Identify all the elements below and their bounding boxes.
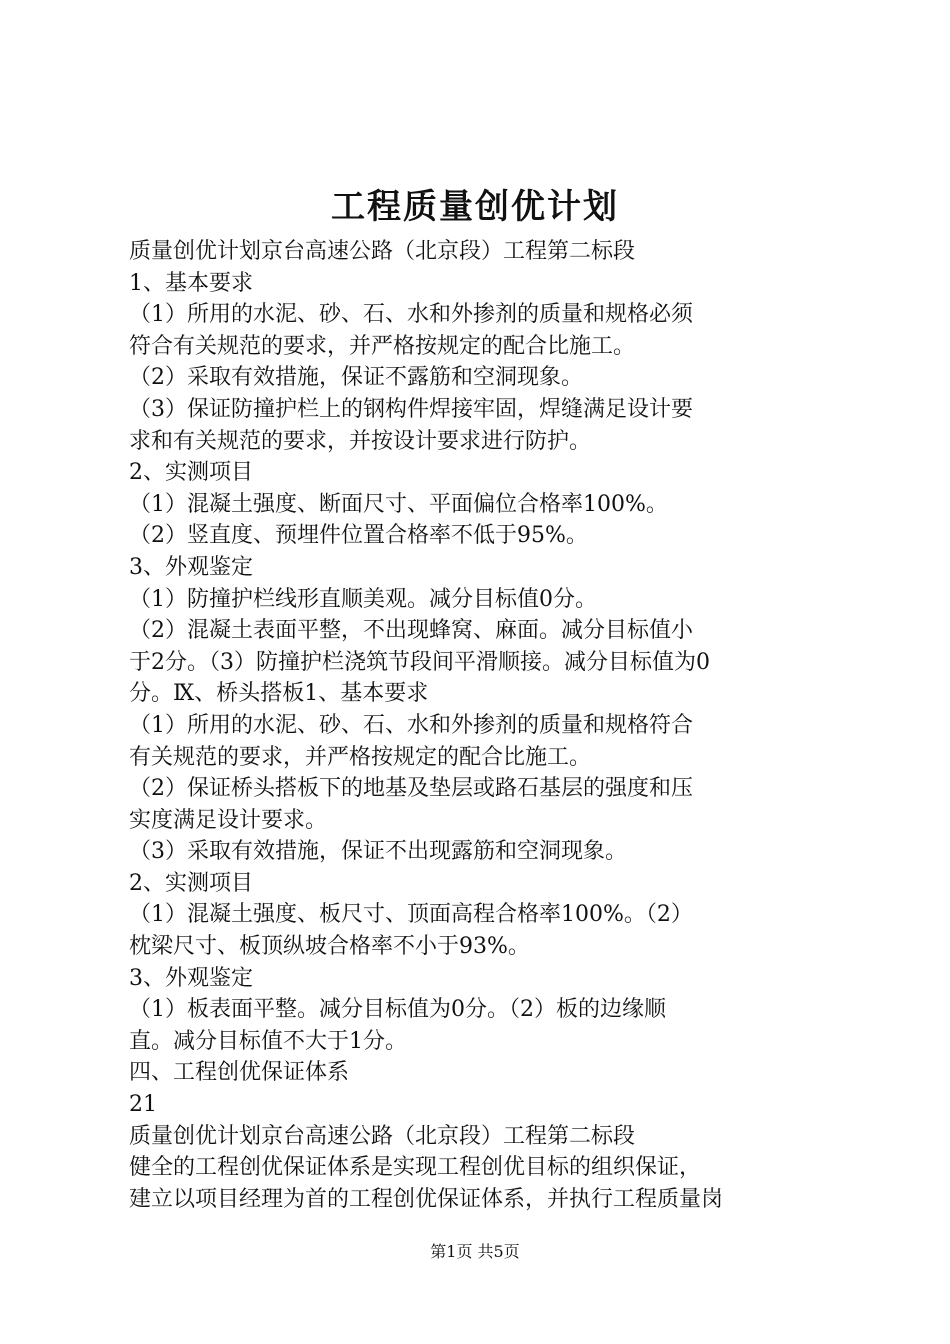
text-line: 1、基本要求 xyxy=(129,270,253,296)
text-line: 符合有关规范的要求，并严格按规定的配合比施工。 xyxy=(129,333,636,359)
text-line: （2）保证桥头搭板下的地基及垫层或路石基层的强度和压 xyxy=(129,776,693,802)
text-line: 有关规范的要求，并严格按规定的配合比施工。 xyxy=(129,744,592,770)
text-line: （1）混凝土强度、板尺寸、顶面高程合格率100%。（2） xyxy=(129,902,693,928)
text-line: （1）板表面平整。减分目标值为0分。（2）板的边缘顺 xyxy=(129,997,666,1023)
document-body xyxy=(129,236,829,1215)
page-footer: 第1页 共5页 xyxy=(430,1242,520,1261)
text-line: 健全的工程创优保证体系是实现工程创优目标的组织保证， xyxy=(129,1155,702,1181)
text-line: 分。Ⅸ、桥头搭板1、基本要求 xyxy=(129,681,429,707)
text-line: （3）保证防撞护栏上的钢构件焊接牢固，焊缝满足设计要 xyxy=(129,396,693,422)
text-line: 2、实测项目 xyxy=(129,460,253,486)
text-line: （3）采取有效措施，保证不出现露筋和空洞现象。 xyxy=(129,839,627,865)
text-line: 21 xyxy=(129,1092,157,1118)
text-line: 3、外观鉴定 xyxy=(129,965,253,991)
text-line: 质量创优计划京台高速公路（北京段）工程第二标段 xyxy=(129,239,636,264)
text-line: （2）采取有效措施，保证不露筋和空洞现象。 xyxy=(129,365,583,391)
text-line: 实度满足设计要求。 xyxy=(129,807,328,833)
text-line: 直。减分目标值不大于1分。 xyxy=(129,1028,407,1054)
text-line: 质量创优计划京台高速公路（北京段）工程第二标段 xyxy=(129,1123,636,1149)
text-line: （1）所用的水泥、砂、石、水和外掺剂的质量和规格符合 xyxy=(129,712,693,738)
text-line: （2）竖直度、预埋件位置合格率不低于95%。 xyxy=(129,523,588,549)
text-line: （1）所用的水泥、砂、石、水和外掺剂的质量和规格必须 xyxy=(129,302,693,328)
text-line: （1）混凝土强度、断面尺寸、平面偏位合格率100%。 xyxy=(129,491,668,517)
text-line: （2）混凝土表面平整，不出现蜂窝、麻面。减分目标值小 xyxy=(129,618,693,644)
text-line: （1）防撞护栏线形直顺美观。减分目标值0分。 xyxy=(129,586,597,612)
document-title: 工程质量创优计划 xyxy=(331,187,619,227)
text-line: 求和有关规范的要求，并按设计要求进行防护。 xyxy=(129,428,592,454)
text-line: 四、工程创优保证体系 xyxy=(129,1060,350,1086)
text-line: 3、外观鉴定 xyxy=(129,554,253,580)
text-line: 于2分。（3）防撞护栏浇筑节段间平滑顺接。减分目标值为0 xyxy=(129,649,710,675)
text-line: 2、实测项目 xyxy=(129,870,253,896)
text-line: 建立以项目经理为首的工程创优保证体系，并执行工程质量岗 xyxy=(129,1186,724,1212)
text-line: 枕梁尺寸、板顶纵坡合格率不小于93%。 xyxy=(129,934,530,960)
